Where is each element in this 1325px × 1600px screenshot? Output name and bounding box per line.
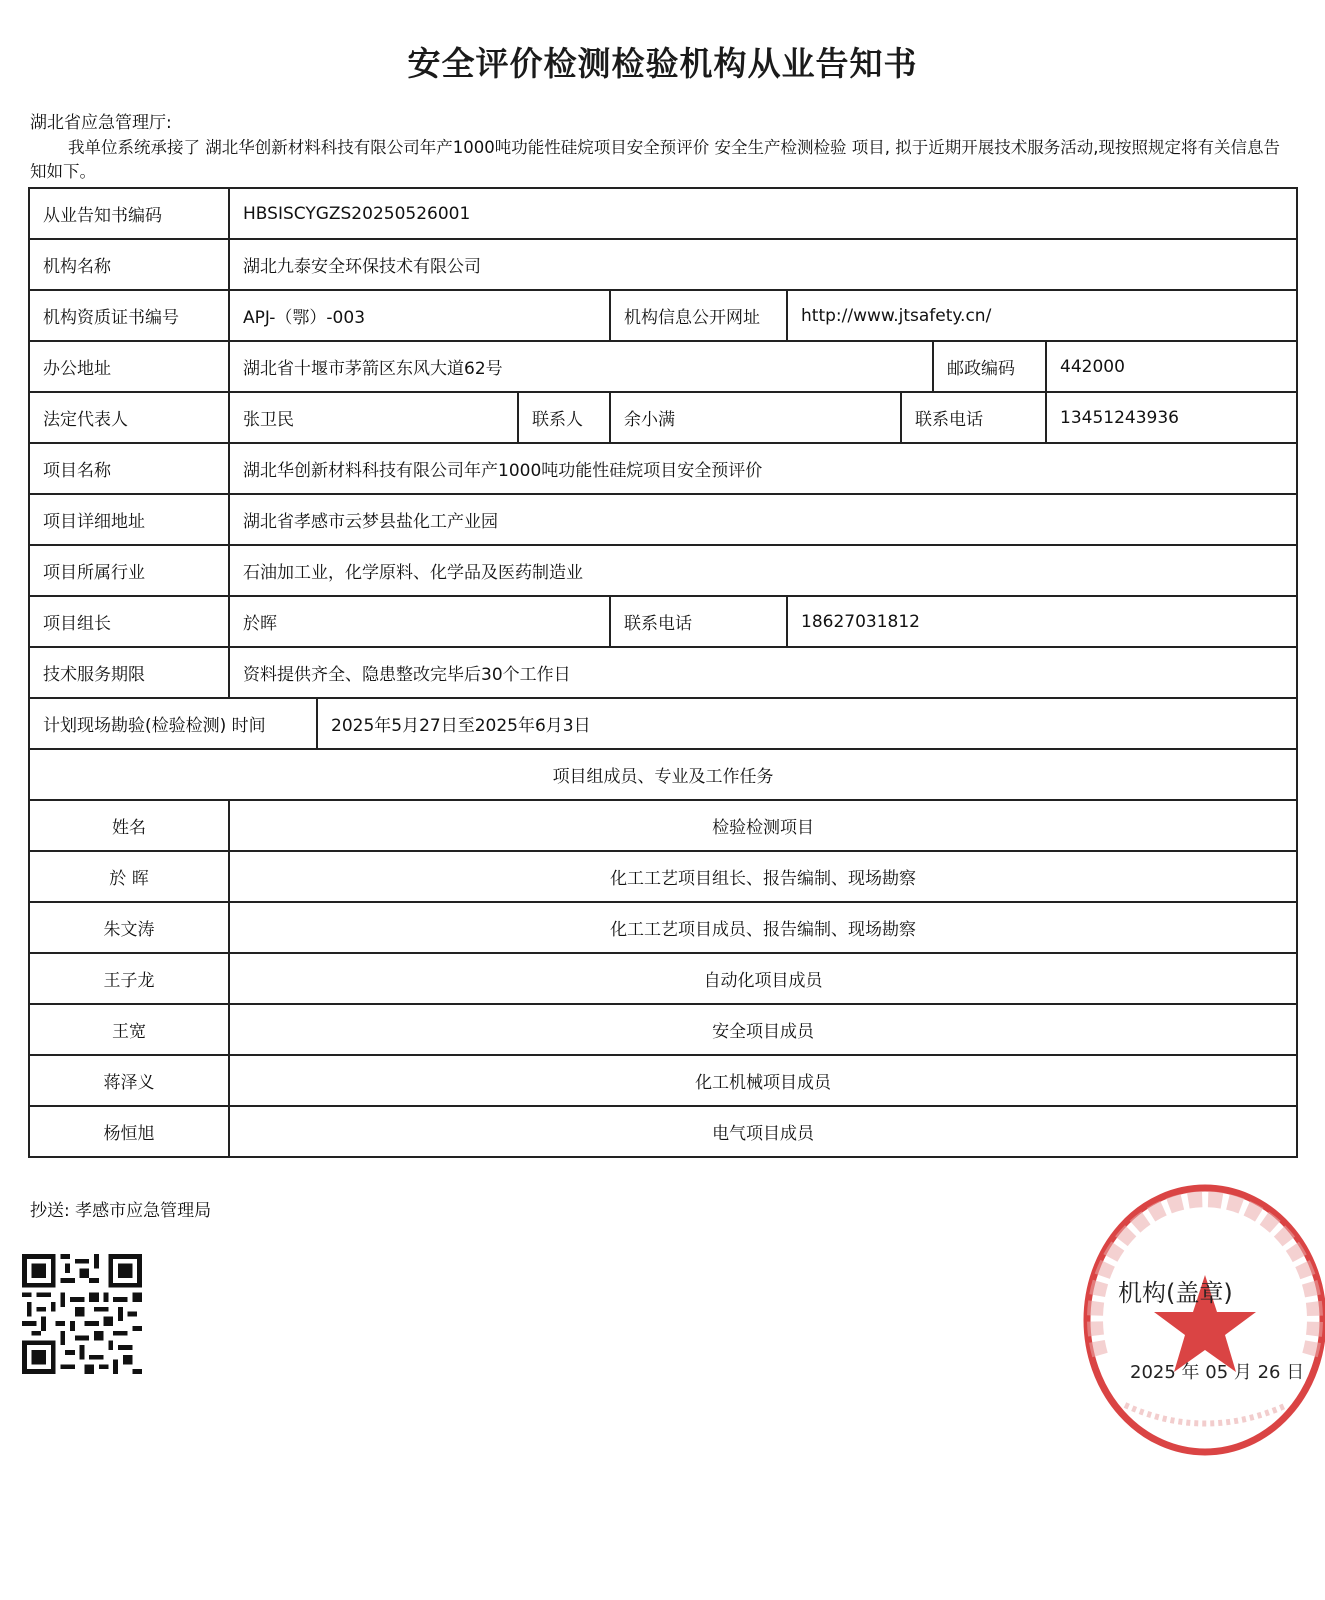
row-period (29, 647, 1297, 698)
leader-value: 於晖 (229, 596, 610, 647)
member-name: 朱文涛 (29, 902, 229, 953)
org-name-value: 湖北九泰安全环保技术有限公司 (229, 239, 1297, 290)
member-task: 化工机械项目成员 (229, 1055, 1297, 1106)
col-task-header: 检验检测项目 (229, 800, 1297, 851)
member-name: 於 晖 (29, 851, 229, 902)
project-address-value: 湖北省孝感市云梦县盐化工产业园 (229, 494, 1297, 545)
leader-phone-value: 18627031812 (787, 596, 1297, 647)
member-task: 化工工艺项目组长、报告编制、现场勘察 (229, 851, 1297, 902)
contact-value: 余小满 (610, 392, 901, 443)
row-address (29, 341, 1297, 392)
member-name: 王宽 (29, 1004, 229, 1055)
site-time-label: 计划现场勘验(检验检测) 时间 (29, 698, 317, 749)
website-label: 机构信息公开网址 (610, 290, 787, 341)
document-title: 安全评价检测检验机构从业告知书 (407, 44, 918, 83)
address-value: 湖北省十堰市茅箭区东风大道62号 (229, 341, 933, 392)
period-value: 资料提供齐全、隐患整改完毕后30个工作日 (229, 647, 1297, 698)
project-name-value: 湖北华创新材料科技有限公司年产1000吨功能性硅烷项目安全预评价 (229, 443, 1297, 494)
industry-label: 项目所属行业 (29, 545, 229, 596)
row-leader (29, 596, 1297, 647)
member-task: 化工工艺项目成员、报告编制、现场勘察 (229, 902, 1297, 953)
period-label: 技术服务期限 (29, 647, 229, 698)
row-legal-rep (29, 392, 1297, 443)
row-site-time (29, 698, 1297, 749)
legal-rep-value: 张卫民 (229, 392, 518, 443)
phone-label: 联系电话 (901, 392, 1046, 443)
seal-label: 机构(盖章) (1118, 1279, 1233, 1307)
seal-date: 2025 年 05 月 26 日 (1130, 1362, 1305, 1383)
industry-value: 石油加工业，化学原料、化学品及医药制造业 (229, 545, 1297, 596)
member-name: 蒋泽义 (29, 1055, 229, 1106)
row-project-name (29, 443, 1297, 494)
info-table (28, 187, 1298, 1158)
table-row (29, 1004, 1297, 1055)
qr-code-icon[interactable] (22, 1254, 142, 1374)
site-time-value: 2025年5月27日至2025年6月3日 (317, 698, 1297, 749)
member-task: 电气项目成员 (229, 1106, 1297, 1157)
intro-paragraph: 我单位系统承接了 湖北华创新材料科技有限公司年产1000吨功能性硅烷项目安全预评价 安全生产检测检验 项目, 拟于近期开展技术服务活动,现按照规定将有关信息告知如下。 (30, 138, 1280, 181)
member-task: 安全项目成员 (229, 1004, 1297, 1055)
member-name: 杨恒旭 (29, 1106, 229, 1157)
address-label: 办公地址 (29, 341, 229, 392)
member-task: 自动化项目成员 (229, 953, 1297, 1004)
postcode-value: 442000 (1046, 341, 1297, 392)
row-members-header (29, 749, 1297, 800)
table-row (29, 1055, 1297, 1106)
table-row (29, 953, 1297, 1004)
notice-no-value: HBSISCYGZS20250526001 (229, 188, 1297, 239)
recipient: 湖北省应急管理厅: (30, 113, 172, 133)
row-project-address (29, 494, 1297, 545)
leader-phone-label: 联系电话 (610, 596, 787, 647)
member-name: 王子龙 (29, 953, 229, 1004)
table-row (29, 851, 1297, 902)
table-row (29, 902, 1297, 953)
legal-rep-label: 法定代表人 (29, 392, 229, 443)
contact-label: 联系人 (518, 392, 610, 443)
phone-value: 13451243936 (1046, 392, 1297, 443)
cert-no-value: APJ-（鄂）-003 (229, 290, 610, 341)
project-address-label: 项目详细地址 (29, 494, 229, 545)
row-industry (29, 545, 1297, 596)
members-header: 项目组成员、专业及工作任务 (29, 749, 1297, 800)
org-name-label: 机构名称 (29, 239, 229, 290)
project-name-label: 项目名称 (29, 443, 229, 494)
leader-label: 项目组长 (29, 596, 229, 647)
postcode-label: 邮政编码 (933, 341, 1046, 392)
col-name-header: 姓名 (29, 800, 229, 851)
row-org-name (29, 239, 1297, 290)
website-link[interactable]: http://www.jtsafety.cn/ (787, 290, 1297, 341)
row-cert (29, 290, 1297, 341)
table-row (29, 1106, 1297, 1157)
row-members-columns (29, 800, 1297, 851)
cc-line: 抄送: 孝感市应急管理局 (30, 1201, 212, 1221)
notice-no-label: 从业告知书编码 (29, 188, 229, 239)
company-seal-icon (1055, 1180, 1325, 1460)
cert-no-label: 机构资质证书编号 (29, 290, 229, 341)
row-notice-no (29, 188, 1297, 239)
